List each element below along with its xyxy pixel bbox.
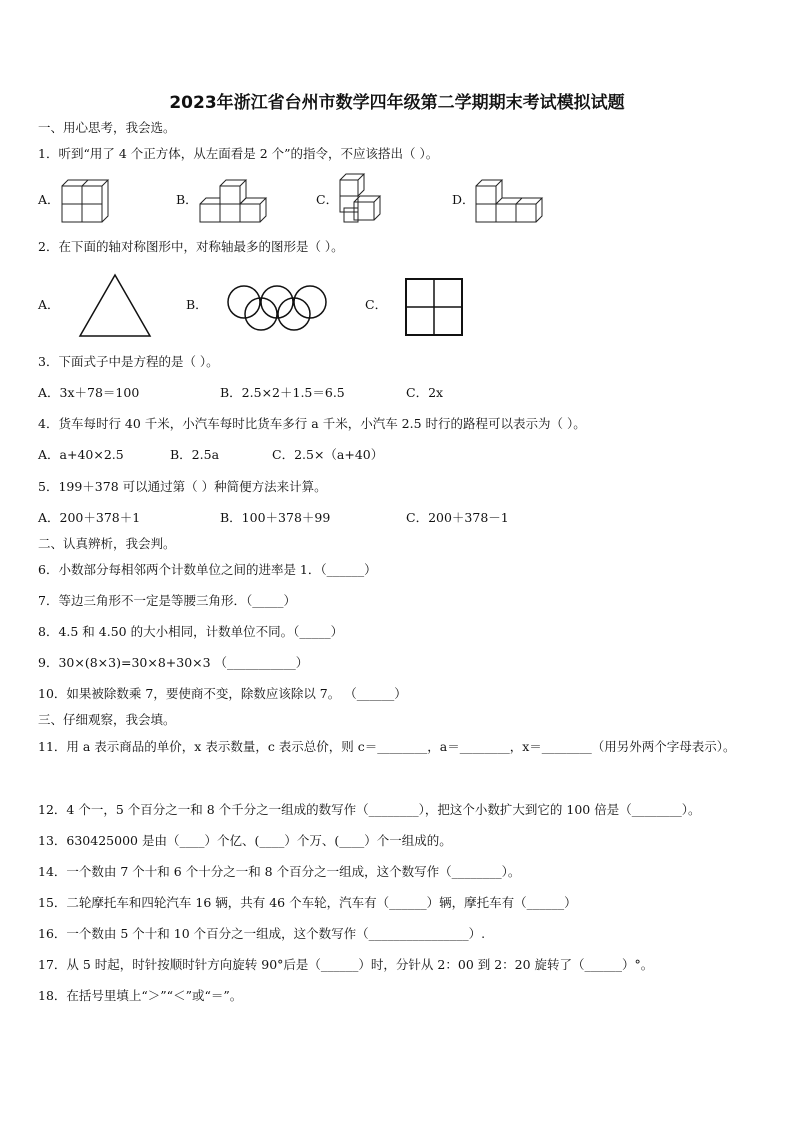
question-18: 18．在括号里填上“＞”“＜”或“＝”。 xyxy=(38,988,243,1003)
question-1: 1．听到“用了 4 个正方体，从左面看是 2 个”的指令，不应该搭出（ ）。 xyxy=(38,146,439,161)
q5-option-b: B．100＋378＋99 xyxy=(220,510,331,525)
section-1-heading: 一、用心思考，我会选。 xyxy=(38,120,176,135)
q3-option-b: B．2.5×2＋1.5＝6.5 xyxy=(220,385,345,400)
q2-olympic-rings-figure xyxy=(224,284,330,332)
question-5: 5．199＋378 可以通过第（ ）种简便方法来计算。 xyxy=(38,479,327,494)
q1-option-a-label: A． xyxy=(38,192,60,207)
q1-figure-c-cubes xyxy=(336,172,390,226)
q2-square-grid-figure xyxy=(402,276,466,338)
q5-option-c: C．200＋378－1 xyxy=(406,510,509,525)
q2-triangle-figure xyxy=(76,272,154,340)
section-2-heading: 二、认真辨析，我会判。 xyxy=(38,536,176,551)
q1-option-d-label: D． xyxy=(452,192,475,207)
section-3-heading: 三、仔细观察，我会填。 xyxy=(38,712,176,727)
question-10: 10．如果被除数乘 7，要使商不变，除数应该除以 7。 （______） xyxy=(38,686,407,701)
q3-option-a: A．3x＋78＝100 xyxy=(38,385,140,400)
q2-option-a-label: A． xyxy=(38,297,60,312)
question-4: 4．货车每时行 40 千米，小汽车每时比货车多行 a 千米，小汽车 2.5 时行的路程可以表示为（ ）。 xyxy=(38,416,586,431)
question-7: 7．等边三角形不一定是等腰三角形．（_____） xyxy=(38,593,296,608)
question-11: 11．用 a 表示商品的单价，x 表示数量，c 表示总价，则 c＝________，a＝________，x＝________（用另外两个字母表示）。 xyxy=(38,739,736,754)
q2-option-c-label: C． xyxy=(365,297,388,312)
question-14: 14．一个数由 7 个十和 6 个十分之一和 8 个百分之一组成，这个数写作（________）。 xyxy=(38,864,521,879)
question-16: 16．一个数由 5 个十和 10 个百分之一组成，这个数写作（________________）. xyxy=(38,926,486,941)
question-9: 9．30×(8×3)=30×8+30×3 （___________） xyxy=(38,655,309,670)
question-12: 12．4 个一，5 个百分之一和 8 个千分之一组成的数写作（________），把这个小数扩大到它的 100 倍是（________）。 xyxy=(38,802,701,817)
q4-option-a: A．a+40×2.5 xyxy=(38,447,124,462)
question-6: 6．小数部分每相邻两个计数单位之间的进率是 1．（______） xyxy=(38,562,377,577)
q1-option-b-label: B． xyxy=(176,192,198,207)
q1-figure-d-cubes xyxy=(474,176,546,224)
q3-option-c: C．2x xyxy=(406,385,444,400)
q2-option-b-label: B． xyxy=(186,297,208,312)
question-2: 2．在下面的轴对称图形中，对称轴最多的图形是（ ）。 xyxy=(38,239,344,254)
q1-option-c-label: C． xyxy=(316,192,339,207)
q5-option-a: A．200＋378＋1 xyxy=(38,510,141,525)
page-title: 2023年浙江省台州市数学四年级第二学期期末考试模拟试题 xyxy=(169,93,625,113)
question-17: 17．从 5 时起，时针按顺时针方向旋转 90°后是（______）时，分针从 2：00 到 2：20 旋转了（______）°。 xyxy=(38,957,654,972)
question-13: 13．630425000 是由（____）个亿、(____）个万、(____）个一组成的。 xyxy=(38,833,452,848)
q4-option-b: B．2.5a xyxy=(170,447,220,462)
q4-option-c: C．2.5×（a+40） xyxy=(272,447,384,462)
q1-figure-b-cubes xyxy=(198,176,268,224)
question-15: 15．二轮摩托车和四轮汽车 16 辆，共有 46 个车轮，汽车有（______）辆，摩托车有（______） xyxy=(38,895,577,910)
question-3: 3．下面式子中是方程的是（ ）。 xyxy=(38,354,219,369)
q1-figure-a-cubes xyxy=(60,176,110,224)
question-8: 8．4.5 和 4.50 的大小相同，计数单位不同。（_____） xyxy=(38,624,344,639)
